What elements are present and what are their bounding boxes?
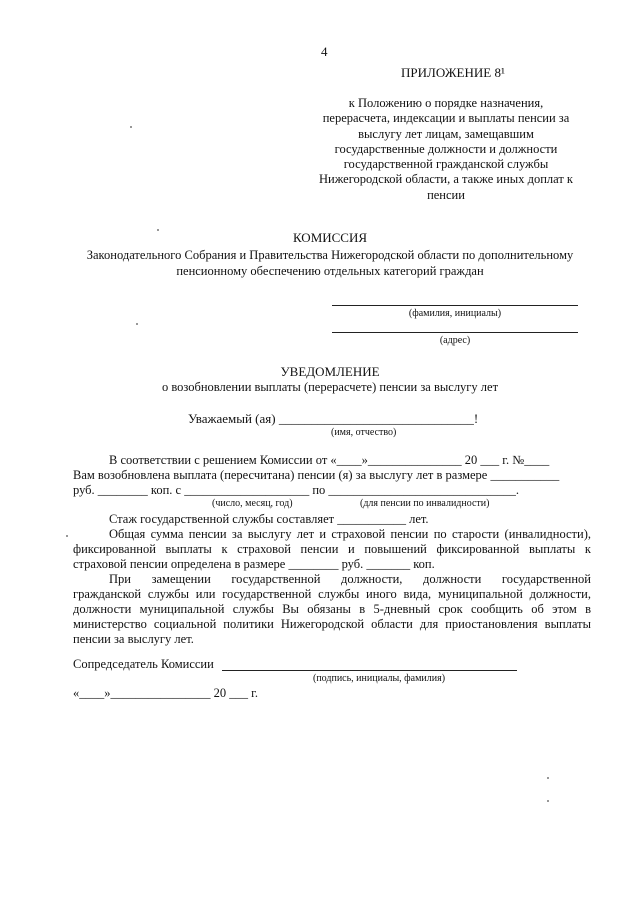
obligation-line: министерство социальной политики Нижегородской области для приостановления выплаты xyxy=(73,617,591,631)
commission-line: пенсионному обеспечению отдельных категорий граждан xyxy=(176,264,484,278)
obligation-line: При замещении государственной должности, должности государственной xyxy=(109,572,591,586)
scan-speck xyxy=(547,777,549,779)
pension-sum-line: страховой пенсии определена в размере ________ руб. _______ коп. xyxy=(73,557,435,571)
regulation-line: выслугу лет лицам, замещавшим xyxy=(358,126,534,141)
greeting: Уважаемый (ая) ______________________________! xyxy=(188,411,479,426)
service-length: Стаж государственной службы составляет ___________ лет. xyxy=(109,512,429,526)
regulation-line: государственные должности и должности xyxy=(334,141,558,156)
recipient-name-line[interactable] xyxy=(332,305,578,306)
scan-speck xyxy=(157,229,159,231)
body-line-3: руб. ________ коп. с ____________________ по ______________________________. xyxy=(73,483,520,497)
scan-speck xyxy=(547,800,549,802)
page-number: 4 xyxy=(321,44,328,59)
scan-speck xyxy=(136,323,138,325)
pension-sum-line: Общая сумма пенсии за выслугу лет и страховой пенсии по старости (инвалидности), xyxy=(109,527,591,541)
scan-speck xyxy=(66,535,68,537)
scan-speck xyxy=(130,126,132,128)
obligation-line: гражданской службы или государственной службы иного вида, муниципальной должности, xyxy=(73,587,591,601)
regulation-line: пенсии xyxy=(427,187,465,202)
pension-sum-line: фиксированной выплаты к страховой пенсии и повышений фиксированной выплаты к xyxy=(73,542,591,556)
signature-line[interactable] xyxy=(222,670,517,671)
regulation-reference xyxy=(296,96,596,203)
body-line-1: В соответствии с решением Комиссии от «____»_______________ 20 ___ г. №____ xyxy=(109,453,550,467)
commission-title: КОМИССИЯ xyxy=(292,230,368,245)
obligation-line: пенсии за выслугу лет. xyxy=(73,632,194,646)
body-line-2: Вам возобновлена выплата (пересчитана) пенсии (я) за выслугу лет в размере ___________ xyxy=(73,468,560,482)
caption-name: (фамилия, инициалы) xyxy=(408,308,502,319)
notice-title: УВЕДОМЛЕНИЕ xyxy=(280,364,380,379)
commission-subtitle xyxy=(0,247,640,279)
caption-date: (число, месяц, год) xyxy=(212,498,293,509)
caption-invalidity: (для пенсии по инвалидности) xyxy=(360,498,490,509)
regulation-line: перерасчета, индексации и выплаты пенсии за xyxy=(322,111,570,126)
signature-label: Сопредседатель Комиссии xyxy=(73,657,214,671)
caption-address: (адрес) xyxy=(439,335,471,346)
caption-greeting: (имя, отчество) xyxy=(331,427,397,438)
obligation-line: должности муниципальной службы Вы обязаны в 5-дневный срок сообщить об этом в xyxy=(73,602,591,616)
appendix-label: ПРИЛОЖЕНИЕ 8¹ xyxy=(401,65,505,80)
regulation-line: к Положению о порядке назначения, xyxy=(348,96,544,110)
regulation-line: государственной гражданской службы xyxy=(343,157,549,172)
caption-signature: (подпись, инициалы, фамилия) xyxy=(313,673,446,684)
notice-subtitle: о возобновлении выплаты (перерасчете) пенсии за выслугу лет xyxy=(161,380,499,394)
regulation-line: Нижегородской области, а также иных доплат к xyxy=(318,172,574,187)
commission-line: Законодательного Собрания и Правительства Нижегородской области по дополнительному xyxy=(86,248,574,262)
recipient-address-line[interactable] xyxy=(332,332,578,333)
signature-date: «____»________________ 20 ___ г. xyxy=(73,686,258,700)
